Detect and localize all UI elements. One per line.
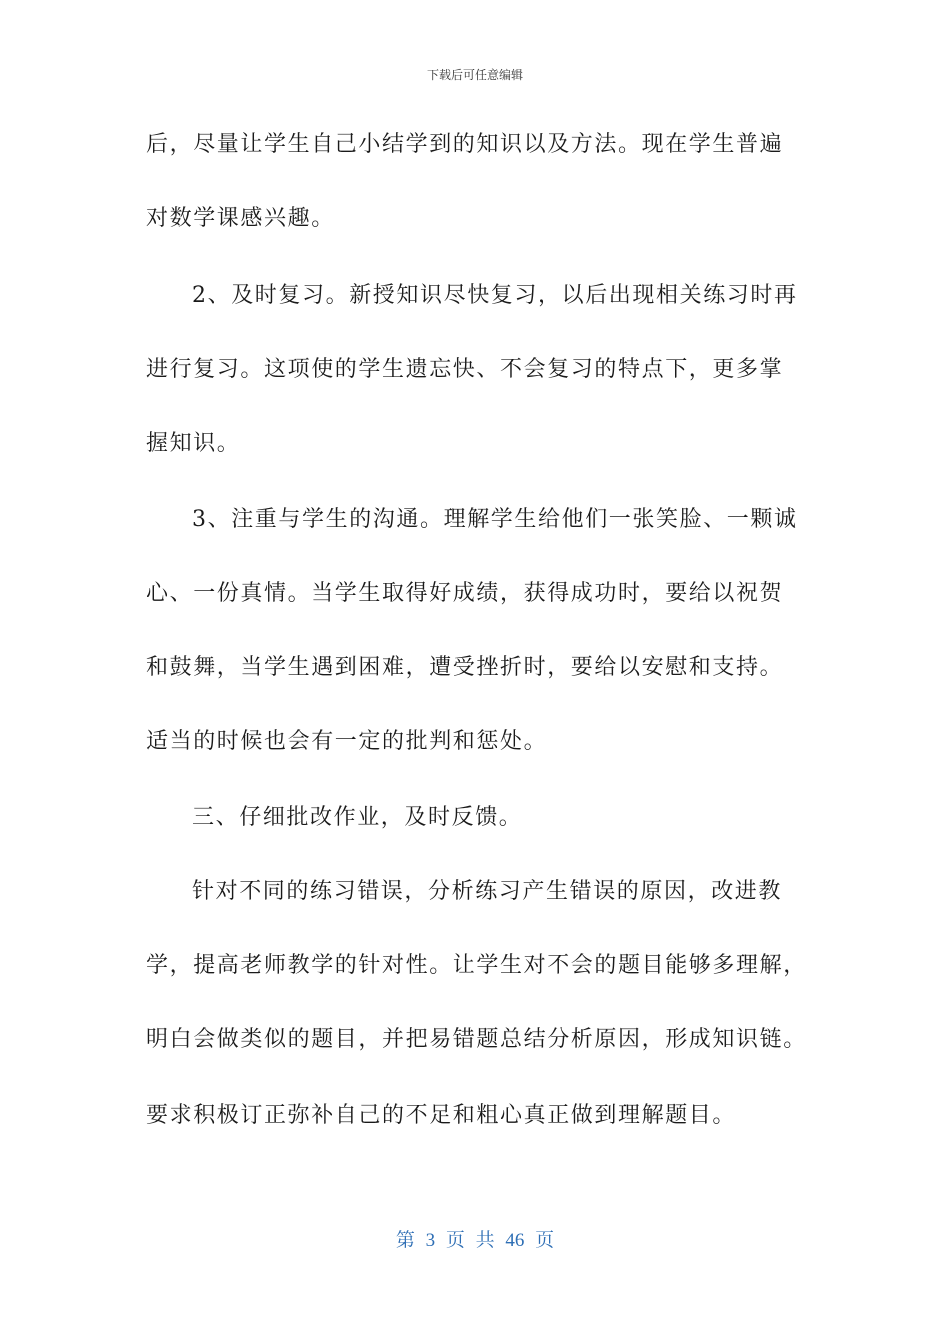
- page-header: 下载后可任意编辑: [426, 68, 523, 82]
- body-line: 2、及时复习。新授知识尽快复习，以后出现相关练习时再: [192, 283, 798, 308]
- body-line: 对数学课感兴趣。: [146, 206, 335, 231]
- page-number: 第 3 页 共 46 页: [395, 1230, 555, 1251]
- body-line: 心、一份真情。当学生取得好成绩，获得成功时，要给以祝贺: [146, 581, 784, 606]
- body-line: 明白会做类似的题目，并把易错题总结分析原因，形成知识链。: [146, 1027, 807, 1052]
- body-line: 针对不同的练习错误，分析练习产生错误的原因，改进教: [192, 879, 783, 904]
- body-line: 3、注重与学生的沟通。理解学生给他们一张笑脸、一颗诚: [192, 507, 798, 532]
- section-heading: 三、仔细批改作业，及时反馈。: [192, 805, 523, 830]
- body-line: 握知识。: [146, 431, 241, 456]
- body-line: 进行复习。这项使的学生遗忘快、不会复习的特点下，更多掌: [146, 357, 784, 382]
- body-line: 学，提高老师教学的针对性。让学生对不会的题目能够多理解，: [146, 953, 807, 978]
- body-line: 后，尽量让学生自己小结学到的知识以及方法。现在学生普遍: [146, 132, 784, 157]
- body-line: 和鼓舞，当学生遇到困难，遭受挫折时，要给以安慰和支持。: [146, 655, 784, 680]
- body-line: 适当的时候也会有一定的批判和惩处。: [146, 729, 548, 754]
- body-line: 要求积极订正弥补自己的不足和粗心真正做到理解题目。: [146, 1103, 737, 1128]
